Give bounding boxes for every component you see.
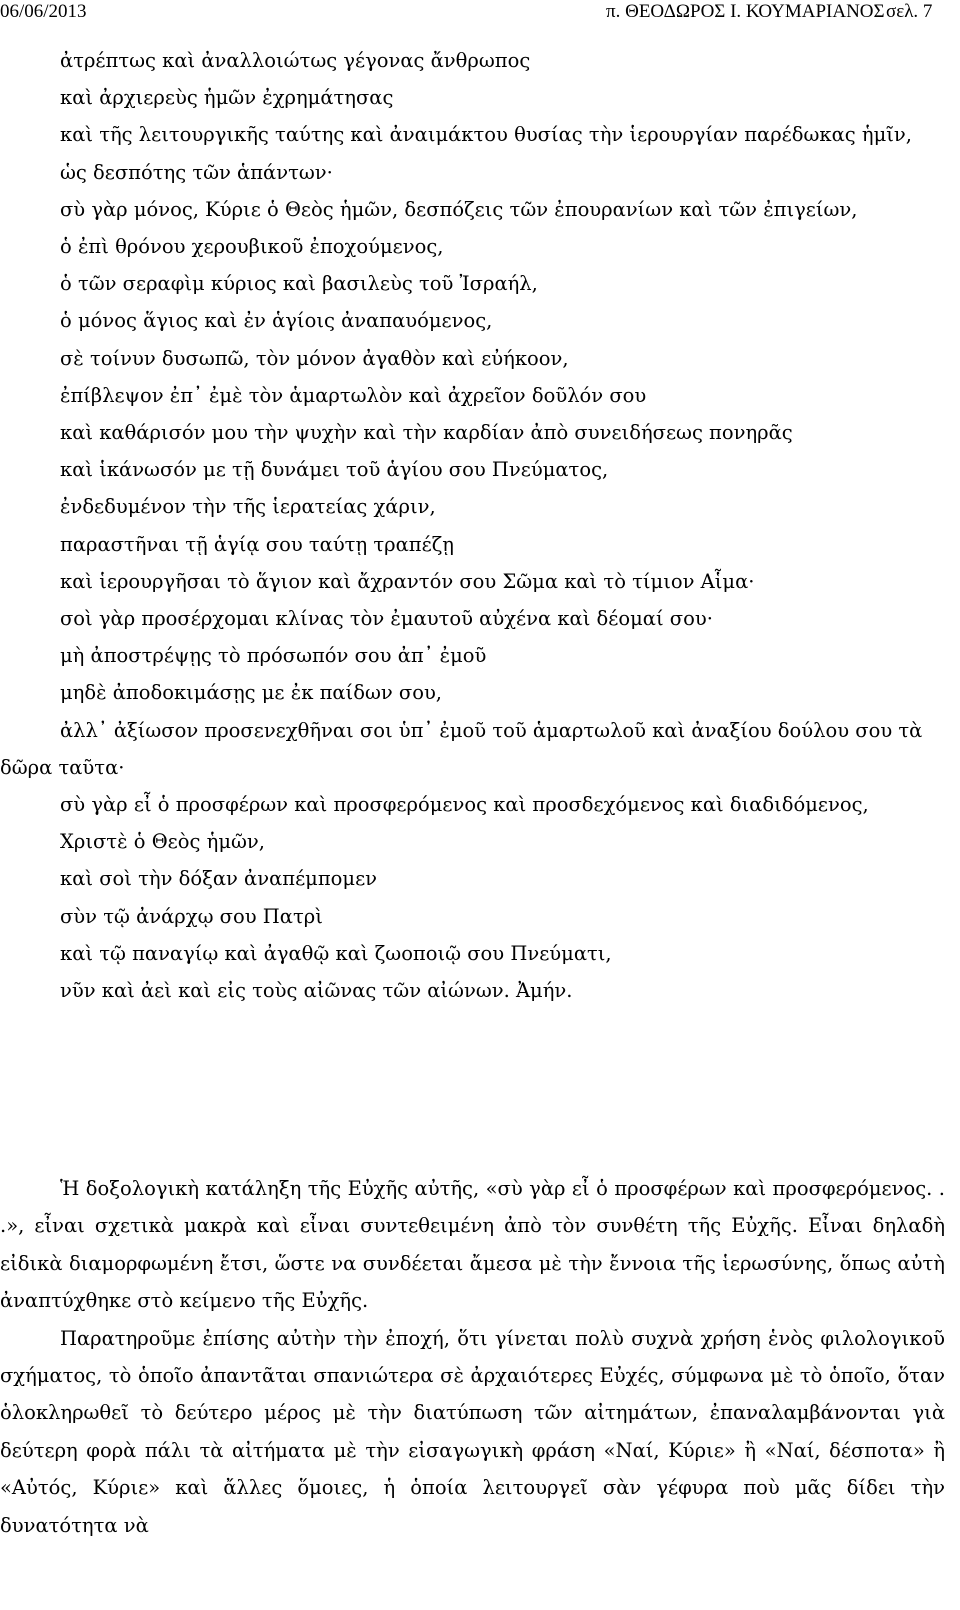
prayer-line: παραστῆναι τῇ ἁγίᾳ σου ταύτῃ τραπέζῃ [60,532,454,556]
prayer-line: καὶ ἱερουργῆσαι τὸ ἅγιον καὶ ἄχραντόν σου Σῶμα καὶ τὸ τίμιον Αἷμα· [60,569,755,593]
prayer-line: ἀτρέπτως καὶ ἀναλλοιώτως γέγονας ἄνθρωπος [60,49,531,72]
prayer-line: ἀλλ᾽ ἀξίωσον προσενεχθῆναι σοι ὑπ᾽ ἐμοῦ τοῦ ἁμαρτωλοῦ καὶ ἀναξίου δούλου σου τὰ δῶρα ταῦτα· [0,718,923,779]
paragraph: Ἡ δοξολογικὴ κατάληξη τῆς Εὐχῆς αὐτῆς, «σὺ γὰρ εἶ ὁ προσφέρων καὶ προσφερόμενος. . .», εἶναι σχετικὰ μακρὰ καὶ εἶναι συντεθειμένη ἀπὸ τὸν συνθέτη τῆς Εὐχῆς. Εἶναι δηλαδὴ εἰδικὰ διαμορφωμένη ἔτσι, ὥστε να συνδέεται ἄμεσα μὲ τὴν ἔννοια τῆς ἱερωσύνης, ὅπως αὐτὴ ἀναπτύχθηκε στὸ κείμενο τῆς Εὐχῆς. [0,1177,945,1313]
prayer-line: καὶ ἱκάνωσόν με τῇ δυνάμει τοῦ ἁγίου σου Πνεύματος, [60,458,609,482]
commentary [0,1170,945,1544]
prayer-line: μὴ ἀποστρέψῃς τὸ πρόσωπόν σου ἀπ᾽ ἐμοῦ [60,644,487,668]
prayer-line: καὶ τῆς λειτουργικῆς ταύτης καὶ ἀναιμάκτου θυσίας τὴν ἱερουργίαν παρέδωκας ἡμῖν, [60,123,912,147]
prayer-line: σὺν τῷ ἀνάρχῳ σου Πατρὶ [60,904,323,928]
prayer-line: νῦν καὶ ἀεὶ καὶ εἰς τοὺς αἰῶνας τῶν αἰώνων. Ἀμήν. [60,979,573,1003]
prayer-line: καὶ ἀρχιερεὺς ἡμῶν ἐχρημάτησας [60,86,394,110]
prayer-line: καὶ σοὶ τὴν δόξαν ἀναπέμπομεν [60,867,378,891]
paragraph: Παρατηροῦμε ἐπίσης αὐτὴν τὴν ἐποχή, ὅτι γίνεται πολὺ συχνὰ χρήση ἑνὸς φιλολογικοῦ σχήματος, τὸ ὁποῖο ἀπαντᾶται σπανιώτερα σὲ ἀρχαιότερες Εὐχές, σύμφωνα μὲ τὸ ὁποῖο, ὅταν ὁλοκληρωθεῖ τὸ δεύτερο μέρος μὲ τὴν διατύπωση τῶν αἰτημάτων, ἐπαναλαμβάνονται γιὰ δεύτερη φορὰ πάλι τὰ αἰτήματα μὲ τὴν εἰσαγωγικὴ φράση «Ναί, Κύριε» ἢ «Ναί, δέσποτα» ἢ «Αὐτός, Κύριε» καὶ ἄλλες ὅμοιες, ἡ ὁποία λειτουργεῖ σὰν γέφυρα ποὺ μᾶς δίδει τὴν δυνατότητα νὰ [0,1326,945,1537]
prayer-line: ἐπίβλεψον ἐπ᾽ ἐμὲ τὸν ἁμαρτωλὸν καὶ ἀχρεῖον δοῦλόν σου [60,383,647,407]
prayer-line: Χριστὲ ὁ Θεὸς ἡμῶν, [60,830,265,854]
prayer-line: καὶ τῷ παναγίῳ καὶ ἀγαθῷ καὶ ζωοποιῷ σου Πνεύματι, [60,941,612,965]
header-author: π. ΘΕΟΔΩΡΟΣ Ι. ΚΟΥΜΑΡΙΑΝΟΣ [606,1,885,22]
prayer-line: μηδὲ ἀποδοκιμάσῃς με ἐκ παίδων σου, [60,681,443,705]
prayer-text [0,42,945,1009]
page-header [0,0,960,24]
prayer-line: καὶ καθάρισόν μου τὴν ψυχὴν καὶ τὴν καρδίαν ἀπὸ συνειδήσεως πονηρᾶς [60,421,793,445]
header-page-number: σελ. 7 [886,1,933,22]
prayer-line: ὁ ἐπὶ θρόνου χερουβικοῦ ἐποχούμενος, [60,235,444,259]
prayer-line: σοὶ γὰρ προσέρχομαι κλίνας τὸν ἐμαυτοῦ αὐχένα καὶ δέομαί σου· [60,607,713,631]
prayer-line: ὡς δεσπότης τῶν ἁπάντων· [60,160,333,184]
prayer-line: ὁ μόνος ἅγιος καὶ ἐν ἁγίοις ἀναπαυόμενος, [60,309,493,333]
prayer-line: ὁ τῶν σεραφὶμ κύριος καὶ βασιλεὺς τοῦ Ἰσραήλ, [60,272,538,296]
prayer-line: σὺ γὰρ εἶ ὁ προσφέρων καὶ προσφερόμενος καὶ προσδεχόμενος καὶ διαδιδόμενος, [60,793,869,817]
prayer-line: σὲ τοίνυν δυσωπῶ, τὸν μόνον ἀγαθὸν καὶ εὐήκοον, [60,346,569,370]
prayer-line: σὺ γὰρ μόνος, Κύριε ὁ Θεὸς ἡμῶν, δεσπόζεις τῶν ἐπουρανίων καὶ τῶν ἐπιγείων, [60,197,858,221]
header-date: 06/06/2013 [0,1,87,22]
prayer-line: ἐνδεδυμένον τὴν τῆς ἱερατείας χάριν, [60,495,436,519]
